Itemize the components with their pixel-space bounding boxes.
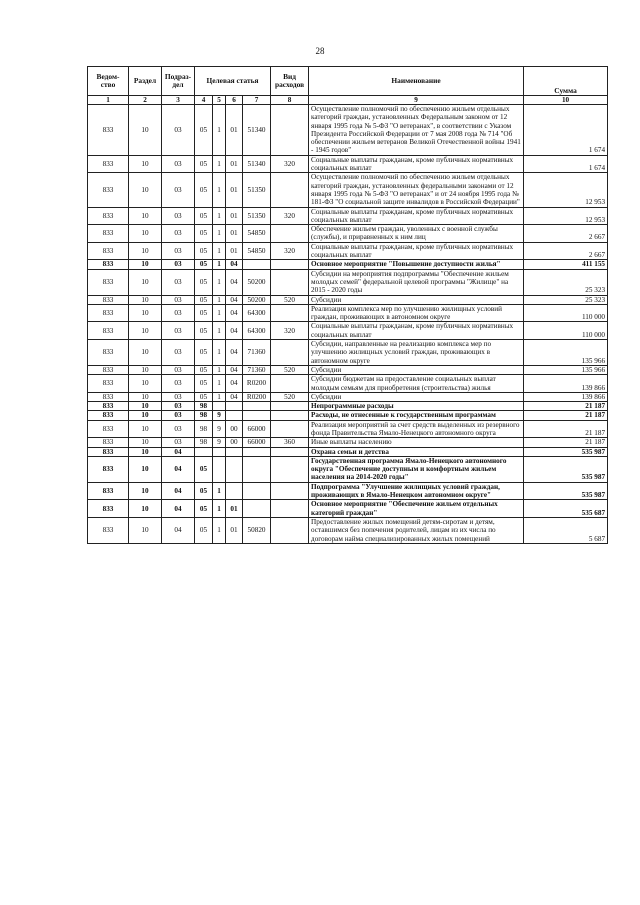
- cell-naimenovanie: Непрограммные расходы: [309, 402, 524, 411]
- index-cell: 3: [162, 96, 195, 105]
- cell-naimenovanie: Субсидии: [309, 365, 524, 374]
- cell-vedomstvo: 833: [88, 207, 129, 225]
- cell-razdel: 10: [129, 105, 162, 156]
- cell-program: 05: [195, 173, 213, 207]
- cell-event: 04: [226, 365, 243, 374]
- table-row: [88, 173, 608, 207]
- cell-razdel: 10: [129, 207, 162, 225]
- cell-vedomstvo: 833: [88, 105, 129, 156]
- cell-program: 05: [195, 260, 213, 269]
- cell-summa: 110 000: [524, 322, 608, 340]
- cell-subprogram: [213, 447, 226, 456]
- index-cell: 4: [195, 96, 213, 105]
- table-row: [88, 295, 608, 304]
- cell-program: 05: [195, 392, 213, 401]
- cell-direction: 51350: [243, 173, 271, 207]
- cell-event: [226, 456, 243, 482]
- cell-podrazdel: 03: [162, 402, 195, 411]
- cell-razdel: 10: [129, 340, 162, 366]
- cell-vedomstvo: 833: [88, 269, 129, 295]
- cell-subprogram: 1: [213, 269, 226, 295]
- cell-vedomstvo: 833: [88, 500, 129, 518]
- index-cell: 10: [524, 96, 608, 105]
- cell-vedomstvo: 833: [88, 438, 129, 447]
- cell-razdel: 10: [129, 322, 162, 340]
- cell-summa: 21 187: [524, 438, 608, 447]
- cell-direction: [243, 500, 271, 518]
- cell-vid-raskhodov: [271, 456, 309, 482]
- cell-vedomstvo: 833: [88, 447, 129, 456]
- cell-razdel: 10: [129, 402, 162, 411]
- cell-vedomstvo: 833: [88, 392, 129, 401]
- table-row: [88, 420, 608, 438]
- cell-vid-raskhodov: [271, 173, 309, 207]
- cell-naimenovanie: Основное мероприятие "Повышение доступности жилья": [309, 260, 524, 269]
- cell-program: 98: [195, 420, 213, 438]
- index-cell: 6: [226, 96, 243, 105]
- cell-subprogram: 1: [213, 375, 226, 393]
- cell-direction: [243, 456, 271, 482]
- table-row: [88, 375, 608, 393]
- cell-summa: 25 323: [524, 269, 608, 295]
- cell-podrazdel: 03: [162, 340, 195, 366]
- header-naimenovanie: Наименование: [309, 67, 524, 96]
- cell-summa: 21 187: [524, 402, 608, 411]
- cell-event: 01: [226, 173, 243, 207]
- cell-razdel: 10: [129, 456, 162, 482]
- budget-table: [87, 66, 608, 544]
- cell-event: 01: [226, 517, 243, 543]
- cell-summa: 535 987: [524, 447, 608, 456]
- cell-vedomstvo: 833: [88, 260, 129, 269]
- cell-razdel: 10: [129, 411, 162, 420]
- cell-summa: 139 866: [524, 375, 608, 393]
- cell-subprogram: 1: [213, 242, 226, 260]
- table-row: [88, 155, 608, 173]
- cell-naimenovanie: Обеспечение жильем граждан, уволенных с военной службы (службы), и приравненных к ним лиц: [309, 225, 524, 243]
- table-row: [88, 105, 608, 156]
- cell-summa: 21 187: [524, 411, 608, 420]
- table-row: [88, 392, 608, 401]
- cell-direction: [243, 482, 271, 500]
- cell-summa: 535 687: [524, 500, 608, 518]
- table-body: [88, 96, 608, 544]
- cell-direction: [243, 260, 271, 269]
- cell-podrazdel: 03: [162, 420, 195, 438]
- cell-vedomstvo: 833: [88, 420, 129, 438]
- cell-naimenovanie: Реализация комплекса мер по улучшению жилищных условий граждан, проживающих в автономном округе: [309, 304, 524, 322]
- cell-naimenovanie: Социальные выплаты гражданам, кроме публичных нормативных социальных выплат: [309, 155, 524, 173]
- index-cell: 9: [309, 96, 524, 105]
- cell-direction: R0200: [243, 375, 271, 393]
- cell-subprogram: 1: [213, 500, 226, 518]
- cell-podrazdel: 03: [162, 438, 195, 447]
- cell-podrazdel: 03: [162, 207, 195, 225]
- cell-razdel: 10: [129, 260, 162, 269]
- page-number: 28: [315, 46, 325, 56]
- cell-vid-raskhodov: [271, 447, 309, 456]
- cell-direction: [243, 447, 271, 456]
- cell-podrazdel: 04: [162, 456, 195, 482]
- cell-subprogram: 9: [213, 411, 226, 420]
- cell-naimenovanie: Предоставление жилых помещений детям-сиротам и детям, оставшимся без попечения родителей, лицам из их числа по договорам найма специализированных жилых помещений: [309, 517, 524, 543]
- cell-event: 01: [226, 242, 243, 260]
- cell-program: 05: [195, 482, 213, 500]
- cell-subprogram: 1: [213, 207, 226, 225]
- cell-direction: 66000: [243, 420, 271, 438]
- cell-vedomstvo: 833: [88, 411, 129, 420]
- cell-vedomstvo: 833: [88, 155, 129, 173]
- table-row: [88, 482, 608, 500]
- cell-vid-raskhodov: 320: [271, 322, 309, 340]
- cell-naimenovanie: Подпрограмма "Улучшение жилищных условий граждан, проживающих в Ямало-Ненецком автономном округе": [309, 482, 524, 500]
- cell-program: 05: [195, 269, 213, 295]
- cell-razdel: 10: [129, 173, 162, 207]
- cell-vid-raskhodov: [271, 304, 309, 322]
- cell-razdel: 10: [129, 447, 162, 456]
- cell-naimenovanie: Охрана семьи и детства: [309, 447, 524, 456]
- cell-vid-raskhodov: [271, 517, 309, 543]
- cell-program: 05: [195, 225, 213, 243]
- cell-subprogram: 1: [213, 155, 226, 173]
- cell-summa: 12 953: [524, 207, 608, 225]
- cell-event: 04: [226, 322, 243, 340]
- cell-subprogram: 1: [213, 322, 226, 340]
- cell-program: 05: [195, 375, 213, 393]
- cell-program: 98: [195, 411, 213, 420]
- cell-summa: 535 987: [524, 482, 608, 500]
- cell-vedomstvo: 833: [88, 402, 129, 411]
- cell-vedomstvo: 833: [88, 295, 129, 304]
- cell-event: 00: [226, 438, 243, 447]
- cell-razdel: 10: [129, 365, 162, 374]
- cell-naimenovanie: Социальные выплаты гражданам, кроме публичных нормативных социальных выплат: [309, 322, 524, 340]
- cell-razdel: 10: [129, 438, 162, 447]
- table-row: [88, 438, 608, 447]
- cell-podrazdel: 04: [162, 482, 195, 500]
- cell-razdel: 10: [129, 225, 162, 243]
- cell-vedomstvo: 833: [88, 456, 129, 482]
- cell-naimenovanie: Реализация мероприятий за счет средств выделенных из резервного фонда Правительства Ямало-Ненецкого автономного округа: [309, 420, 524, 438]
- cell-event: 01: [226, 155, 243, 173]
- table-row: [88, 447, 608, 456]
- cell-direction: 71360: [243, 340, 271, 366]
- table-row: [88, 411, 608, 420]
- cell-vid-raskhodov: [271, 105, 309, 156]
- cell-event: 04: [226, 295, 243, 304]
- cell-subprogram: 1: [213, 517, 226, 543]
- cell-vid-raskhodov: [271, 411, 309, 420]
- cell-event: [226, 482, 243, 500]
- cell-razdel: 10: [129, 155, 162, 173]
- cell-subprogram: 1: [213, 304, 226, 322]
- cell-summa: 21 187: [524, 420, 608, 438]
- cell-summa: 135 966: [524, 340, 608, 366]
- cell-direction: 71360: [243, 365, 271, 374]
- cell-program: 05: [195, 207, 213, 225]
- cell-program: 05: [195, 365, 213, 374]
- cell-direction: 66000: [243, 438, 271, 447]
- cell-summa: 2 667: [524, 225, 608, 243]
- cell-podrazdel: 03: [162, 242, 195, 260]
- cell-podrazdel: 03: [162, 304, 195, 322]
- cell-razdel: 10: [129, 420, 162, 438]
- cell-subprogram: 1: [213, 225, 226, 243]
- cell-summa: 1 674: [524, 155, 608, 173]
- index-cell: 1: [88, 96, 129, 105]
- cell-naimenovanie: Иные выплаты населению: [309, 438, 524, 447]
- cell-vid-raskhodov: [271, 500, 309, 518]
- cell-summa: 5 687: [524, 517, 608, 543]
- cell-summa: 139 866: [524, 392, 608, 401]
- cell-summa: 135 966: [524, 365, 608, 374]
- cell-podrazdel: 04: [162, 500, 195, 518]
- cell-podrazdel: 03: [162, 295, 195, 304]
- cell-subprogram: 1: [213, 365, 226, 374]
- cell-direction: 50820: [243, 517, 271, 543]
- cell-razdel: 10: [129, 242, 162, 260]
- cell-event: 04: [226, 392, 243, 401]
- cell-vid-raskhodov: 320: [271, 155, 309, 173]
- cell-direction: 54850: [243, 242, 271, 260]
- cell-razdel: 10: [129, 482, 162, 500]
- cell-podrazdel: 04: [162, 447, 195, 456]
- table-row: [88, 365, 608, 374]
- cell-event: 01: [226, 105, 243, 156]
- table-row: [88, 260, 608, 269]
- cell-summa: 535 987: [524, 456, 608, 482]
- cell-naimenovanie: Субсидии на мероприятия подпрограммы "Обеспечение жильем молодых семей" федеральной целевой программы "Жилище" на 2015 - 2020 годы: [309, 269, 524, 295]
- cell-naimenovanie: Социальные выплаты гражданам, кроме публичных нормативных социальных выплат: [309, 242, 524, 260]
- cell-vid-raskhodov: 520: [271, 365, 309, 374]
- cell-naimenovanie: Субсидии, направленные на реализацию комплекса мер по улучшению жилищных условий граждан, проживающих в автономном округе: [309, 340, 524, 366]
- cell-event: 01: [226, 225, 243, 243]
- cell-direction: 64300: [243, 322, 271, 340]
- table-row: [88, 207, 608, 225]
- cell-program: 05: [195, 517, 213, 543]
- cell-vid-raskhodov: [271, 482, 309, 500]
- cell-vid-raskhodov: [271, 420, 309, 438]
- cell-subprogram: 1: [213, 105, 226, 156]
- cell-podrazdel: 03: [162, 269, 195, 295]
- cell-direction: 64300: [243, 304, 271, 322]
- cell-summa: 2 667: [524, 242, 608, 260]
- cell-razdel: 10: [129, 269, 162, 295]
- cell-subprogram: 9: [213, 438, 226, 447]
- cell-naimenovanie: Субсидии: [309, 295, 524, 304]
- cell-program: 05: [195, 340, 213, 366]
- cell-program: 05: [195, 500, 213, 518]
- cell-podrazdel: 03: [162, 365, 195, 374]
- cell-event: 00: [226, 420, 243, 438]
- cell-podrazdel: 03: [162, 105, 195, 156]
- cell-program: 05: [195, 105, 213, 156]
- cell-vid-raskhodov: 320: [271, 207, 309, 225]
- cell-program: [195, 447, 213, 456]
- cell-podrazdel: 03: [162, 155, 195, 173]
- table-row: [88, 322, 608, 340]
- cell-vid-raskhodov: [271, 375, 309, 393]
- index-cell: 7: [243, 96, 271, 105]
- cell-direction: 50200: [243, 269, 271, 295]
- table-row: [88, 304, 608, 322]
- cell-event: 04: [226, 269, 243, 295]
- table-row: [88, 402, 608, 411]
- table-row: [88, 269, 608, 295]
- cell-program: 98: [195, 438, 213, 447]
- index-cell: 8: [271, 96, 309, 105]
- cell-direction: 54850: [243, 225, 271, 243]
- cell-vedomstvo: 833: [88, 304, 129, 322]
- cell-event: 01: [226, 207, 243, 225]
- index-cell: 2: [129, 96, 162, 105]
- cell-vid-raskhodov: [271, 402, 309, 411]
- cell-program: 05: [195, 456, 213, 482]
- cell-vedomstvo: 833: [88, 340, 129, 366]
- cell-summa: 12 953: [524, 173, 608, 207]
- cell-razdel: 10: [129, 375, 162, 393]
- cell-subprogram: 1: [213, 260, 226, 269]
- cell-program: 05: [195, 304, 213, 322]
- cell-subprogram: [213, 402, 226, 411]
- table-row: [88, 500, 608, 518]
- cell-vedomstvo: 833: [88, 242, 129, 260]
- cell-naimenovanie: Осуществление полномочий по обеспечению жильем отдельных категорий граждан, установленных Федеральным законом от 12 января 1995 года № 5-ФЗ "О ветеранах", в соответствии с Указом Президента Российской Федерации от 7 мая 2008 года № 714 "Об обеспечении жильем ветеранов Великой Отечественной войны 1941 - 1945 годов": [309, 105, 524, 156]
- cell-naimenovanie: Субсидии: [309, 392, 524, 401]
- cell-podrazdel: 03: [162, 225, 195, 243]
- cell-direction: [243, 411, 271, 420]
- cell-subprogram: 1: [213, 340, 226, 366]
- table-row: [88, 340, 608, 366]
- cell-vid-raskhodov: 320: [271, 242, 309, 260]
- header-podrazdel: Подраз-дел: [162, 67, 195, 96]
- cell-subprogram: 1: [213, 295, 226, 304]
- cell-direction: R0200: [243, 392, 271, 401]
- cell-event: 04: [226, 260, 243, 269]
- cell-podrazdel: 03: [162, 375, 195, 393]
- cell-program: 05: [195, 322, 213, 340]
- header-razdel: Раздел: [129, 67, 162, 96]
- cell-summa: 25 323: [524, 295, 608, 304]
- cell-vedomstvo: 833: [88, 365, 129, 374]
- cell-naimenovanie: Государственная программа Ямало-Ненецкого автономного округа "Обеспечение доступным и комфортным жильем населения на 2014-2020 годы": [309, 456, 524, 482]
- cell-subprogram: 1: [213, 392, 226, 401]
- table-row: [88, 456, 608, 482]
- cell-event: 01: [226, 500, 243, 518]
- cell-vid-raskhodov: [271, 225, 309, 243]
- cell-event: 04: [226, 304, 243, 322]
- index-cell: 5: [213, 96, 226, 105]
- cell-vid-raskhodov: [271, 260, 309, 269]
- cell-naimenovanie: Осуществление полномочий по обеспечению жильем отдельных категорий граждан, установленных федеральными законами от 12 января 1995 года № 5-ФЗ "О ветеранах" и от 24 ноября 1995 года № 181-ФЗ "О социальной защите инвалидов в Российской Федерации": [309, 173, 524, 207]
- table-row: [88, 517, 608, 543]
- header-tselevaya-statya: Целевая статья: [195, 67, 271, 96]
- header-vid-raskhodov: Вид расходов: [271, 67, 309, 96]
- cell-direction: 51340: [243, 155, 271, 173]
- cell-podrazdel: 03: [162, 173, 195, 207]
- cell-razdel: 10: [129, 500, 162, 518]
- cell-vid-raskhodov: [271, 340, 309, 366]
- cell-naimenovanie: Расходы, не отнесенные к государственным программам: [309, 411, 524, 420]
- cell-razdel: 10: [129, 517, 162, 543]
- cell-vedomstvo: 833: [88, 375, 129, 393]
- cell-program: 05: [195, 155, 213, 173]
- cell-vid-raskhodov: 520: [271, 295, 309, 304]
- cell-summa: 1 674: [524, 105, 608, 156]
- cell-direction: 50200: [243, 295, 271, 304]
- column-index-row: [88, 96, 608, 105]
- cell-subprogram: 1: [213, 173, 226, 207]
- cell-vedomstvo: 833: [88, 517, 129, 543]
- cell-direction: 51350: [243, 207, 271, 225]
- cell-vid-raskhodov: 360: [271, 438, 309, 447]
- cell-podrazdel: 03: [162, 392, 195, 401]
- cell-vedomstvo: 833: [88, 173, 129, 207]
- header-row: [88, 67, 608, 96]
- cell-razdel: 10: [129, 304, 162, 322]
- cell-vedomstvo: 833: [88, 322, 129, 340]
- cell-program: 05: [195, 242, 213, 260]
- cell-vid-raskhodov: 520: [271, 392, 309, 401]
- cell-event: 04: [226, 375, 243, 393]
- cell-event: [226, 402, 243, 411]
- cell-podrazdel: 03: [162, 411, 195, 420]
- cell-program: 05: [195, 295, 213, 304]
- header-summa: Сумма: [524, 67, 608, 96]
- cell-event: [226, 447, 243, 456]
- cell-subprogram: [213, 456, 226, 482]
- cell-direction: [243, 402, 271, 411]
- table-row: [88, 242, 608, 260]
- cell-event: 04: [226, 340, 243, 366]
- cell-subprogram: 1: [213, 482, 226, 500]
- cell-vedomstvo: 833: [88, 482, 129, 500]
- cell-razdel: 10: [129, 295, 162, 304]
- cell-naimenovanie: Социальные выплаты гражданам, кроме публичных нормативных социальных выплат: [309, 207, 524, 225]
- cell-vid-raskhodov: [271, 269, 309, 295]
- cell-naimenovanie: Субсидии бюджетам на предоставление социальных выплат молодым семьям для приобретения (строительства) жилья: [309, 375, 524, 393]
- cell-podrazdel: 03: [162, 260, 195, 269]
- cell-summa: 411 155: [524, 260, 608, 269]
- cell-program: 98: [195, 402, 213, 411]
- table-row: [88, 225, 608, 243]
- cell-event: [226, 411, 243, 420]
- cell-podrazdel: 04: [162, 517, 195, 543]
- cell-naimenovanie: Основное мероприятие "Обеспечение жильем отдельных категорий граждан": [309, 500, 524, 518]
- cell-subprogram: 9: [213, 420, 226, 438]
- cell-summa: 110 000: [524, 304, 608, 322]
- header-vedomstvo: Ведом-ство: [88, 67, 129, 96]
- cell-vedomstvo: 833: [88, 225, 129, 243]
- cell-direction: 51340: [243, 105, 271, 156]
- cell-razdel: 10: [129, 392, 162, 401]
- cell-podrazdel: 03: [162, 322, 195, 340]
